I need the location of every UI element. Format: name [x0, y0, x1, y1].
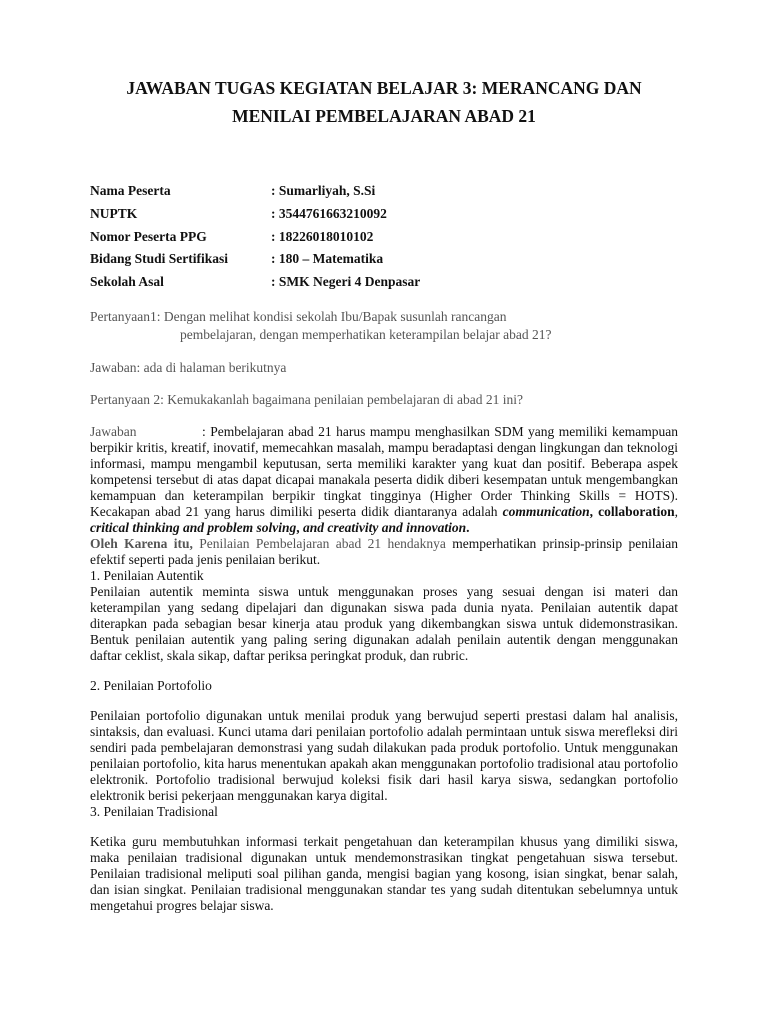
section-3-heading: 3. Penilaian Tradisional: [90, 803, 218, 819]
title-line-2: MENILAI PEMBELAJARAN ABAD 21: [232, 106, 536, 126]
section-3-text: Ketika guru membutuhkan informasi terkait pengetahuan dan keterampilan khusus yang dimiliki siswa, maka penilaian tradisional digunakan untuk mendemonstrasikan tingkat pengetahuan siswa tersebut. Penilaian tradisional meliputi soal pilihan ganda, mengisi bagian yang kosong, isian singkat, benar salah, dan isian singkat. Penilaian tradisional menggunakan standar tes yang sudah ditentukan sebelumnya untuk mengetahui progres belajar siswa.: [90, 833, 678, 913]
answer-2-end: .: [466, 519, 470, 535]
info-row: [90, 271, 678, 294]
section-2-heading: 2. Penilaian Portofolio: [90, 677, 212, 693]
info-value: : Sumarliyah, S.Si: [271, 183, 376, 198]
info-label: Nomor Peserta PPG: [90, 228, 207, 244]
title-line-1: JAWABAN TUGAS KEGIATAN BELAJAR 3: MERANCANG DAN: [126, 78, 642, 98]
oleh-paragraph: [90, 536, 678, 568]
question-2: Pertanyaan 2: Kemukakanlah bagaimana penilaian pembelajaran di abad 21 ini?: [90, 391, 523, 407]
participant-info: [90, 180, 678, 294]
answer-2-label: Jawaban: [90, 423, 137, 439]
section-1-text: Penilaian autentik meminta siswa untuk menggunakan proses yang sesuai dengan isi materi dan keterampilan yang sedang dipelajari dan digunakan siswa pada dunia nyata. Penilaian autentik dapat diterapkan pada sebagian besar kinerja atau produk yang dikembangkan siswa untuk didemonstrasikan. Bentuk penilaian autentik yang paling sering digunakan adalah penilain autentik dengan menggunakan daftar ceklist, skala sikap, daftar periksa peringkat produk, dan rubric.: [90, 583, 678, 663]
question-1-line-2: pembelajaran, dengan memperhatikan keterampilan belajar abad 21?: [180, 326, 552, 342]
skill-separator: ,: [674, 503, 678, 519]
answer-2: [90, 424, 678, 536]
info-label: Bidang Studi Sertifikasi: [90, 251, 229, 267]
info-value: : SMK Negeri 4 Denpasar: [271, 274, 421, 290]
info-row: [90, 248, 678, 271]
info-value: : 180 – Matematika: [271, 251, 384, 267]
info-label: NUPTK: [90, 205, 138, 221]
question-1: [90, 308, 678, 344]
section-2-text: Penilaian portofolio digunakan untuk menilai produk yang berwujud seperti prestasi dalam hal analisis, sintaksis, dan evaluasi. Kunci utama dari penilaian portofolio adalah permintaan untuk siswa merefleksi diri sendiri pada pembelajaran demonstrasi yang sudah dilakukan pada produk portofolio. Untuk menggunakan penilaian portofolio, kita harus menentukan apakah akan menggunakan portofolio tradisional atau portofolio elektronik. Portofolio tradisional berwujud koleksi fisik dari hasil karya siswa, sedangkan portofolio elektronik berisi pekerjaan menggunakan karya digital.: [90, 707, 678, 803]
oleh-highlight: Penilaian Pembelajaran abad 21 hendaknya: [192, 535, 446, 551]
skill-creativity: and creativity and innovation: [303, 519, 467, 535]
document-title: [90, 0, 678, 130]
info-value: : 18226018010102: [271, 228, 374, 244]
info-row: [90, 226, 678, 249]
answer-2-text: : Pembelajaran abad 21 harus mampu menghasilkan SDM yang memiliki kemampuan berpikir kritis, kreatif, inovatif, memecahkan masalah, mampu beradaptasi dengan lingkungan dan teknologi informasi, mampu mengambil keputusan, serta memiliki karakter yang kuat dan positif. Beberapa aspek kompetensi tersebut di atas dapat dicapai manakala peserta didik diberi kesempatan untuk mengembangkan kemampuan dan keterampilan berpikir tingkat tingginya (Higher Order Thinking Skills = HOTS). Kecakapan abad 21 yang harus dimiliki peserta didik diantaranya adalah: [90, 423, 678, 519]
skill-separator: ,: [589, 503, 599, 519]
oleh-lead: Oleh Karena itu,: [90, 535, 193, 551]
skill-communication: communication: [502, 503, 590, 519]
section-1-heading: 1. Penilaian Autentik: [90, 567, 204, 583]
info-row: [90, 203, 678, 226]
answer-1: Jawaban: ada di halaman berikutnya: [90, 359, 287, 375]
info-label: Nama Peserta: [90, 183, 171, 198]
question-1-line-1: Pertanyaan1: Dengan melihat kondisi sekolah Ibu/Bapak susunlah rancangan: [90, 308, 507, 324]
skill-collaboration: collaboration: [598, 503, 675, 519]
skill-separator: ,: [296, 519, 304, 535]
info-value: : 3544761663210092: [271, 205, 387, 221]
info-row: [90, 180, 678, 203]
skill-critical-thinking: critical thinking and problem solving: [90, 519, 297, 535]
info-label: Sekolah Asal: [90, 274, 164, 290]
oleh-rest: memperhatikan prinsip-prinsip penilaian efektif seperti pada jenis penilaian berikut.: [90, 535, 678, 567]
